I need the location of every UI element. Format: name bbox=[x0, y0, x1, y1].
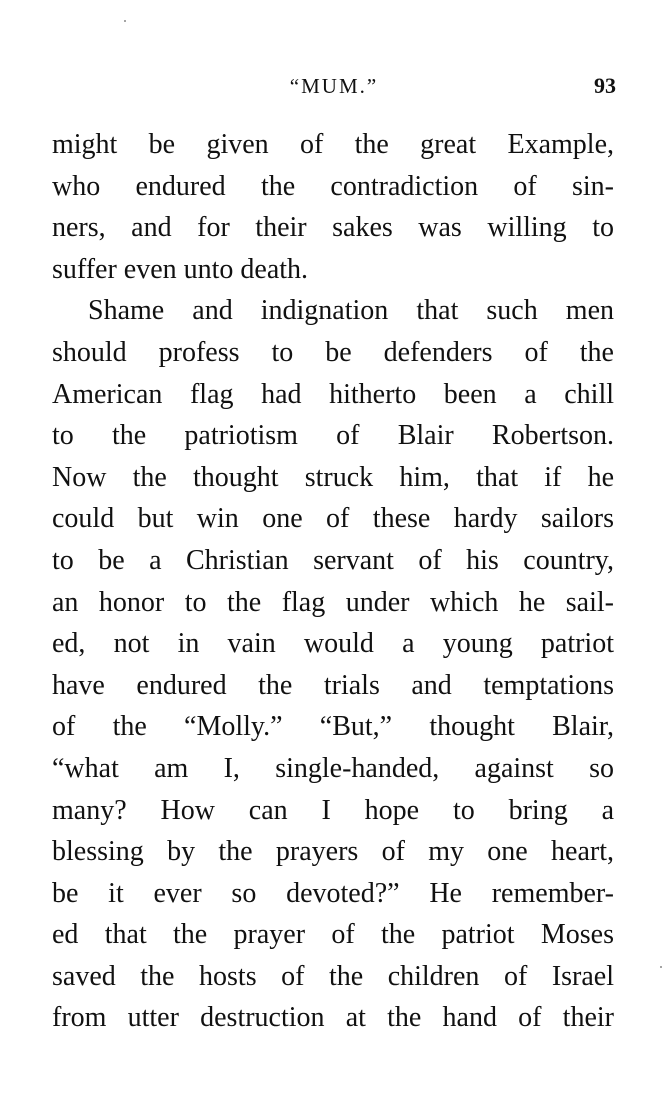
text-line: might be given of the great Example, bbox=[52, 129, 614, 160]
text-line: to the patriotism of Blair Robertson. bbox=[52, 420, 614, 452]
text-line: of the “Molly.” “But,” thought Blair, bbox=[52, 711, 614, 743]
text-line: be it ever so devoted?” He remember- bbox=[52, 877, 614, 909]
text-line: many? How can I hope to bring a bbox=[52, 794, 614, 826]
text-line: an honor to the flag under which he sail- bbox=[52, 586, 614, 618]
page-header bbox=[52, 70, 616, 110]
text-line: ed that the prayer of the patriot Moses bbox=[52, 919, 614, 951]
text-line: ners, and for their sakes was willing to bbox=[52, 212, 614, 244]
text-line: American flag had hitherto been a chill bbox=[52, 378, 614, 410]
text-line: should profess to be defenders of the bbox=[52, 336, 614, 368]
page-number: 93 bbox=[594, 73, 616, 98]
text-line: who endured the contradiction of sin- bbox=[52, 170, 614, 202]
body-text bbox=[52, 124, 614, 1039]
text-line: suffer even unto death. bbox=[52, 253, 309, 285]
text-line: Now the thought struck him, that if he bbox=[52, 461, 614, 493]
text-line: “what am I, single-handed, against so bbox=[52, 752, 614, 784]
text-line: Shame and indignation that such men bbox=[88, 295, 614, 327]
text-line: to be a Christian servant of his country, bbox=[52, 544, 614, 576]
text-line: have endured the trials and temptations bbox=[52, 669, 614, 701]
text-line: blessing by the prayers of my one heart, bbox=[52, 836, 614, 868]
text-line: ed, not in vain would a young patriot bbox=[52, 628, 614, 660]
text-line: saved the hosts of the children of Israel bbox=[52, 960, 614, 992]
text-line: from utter destruction at the hand of their bbox=[52, 1002, 614, 1034]
paper-speck bbox=[124, 20, 126, 22]
text-line: could but win one of these hardy sailors bbox=[52, 503, 614, 535]
running-title: “MUM.” bbox=[289, 74, 379, 98]
paper-speck bbox=[660, 966, 662, 968]
